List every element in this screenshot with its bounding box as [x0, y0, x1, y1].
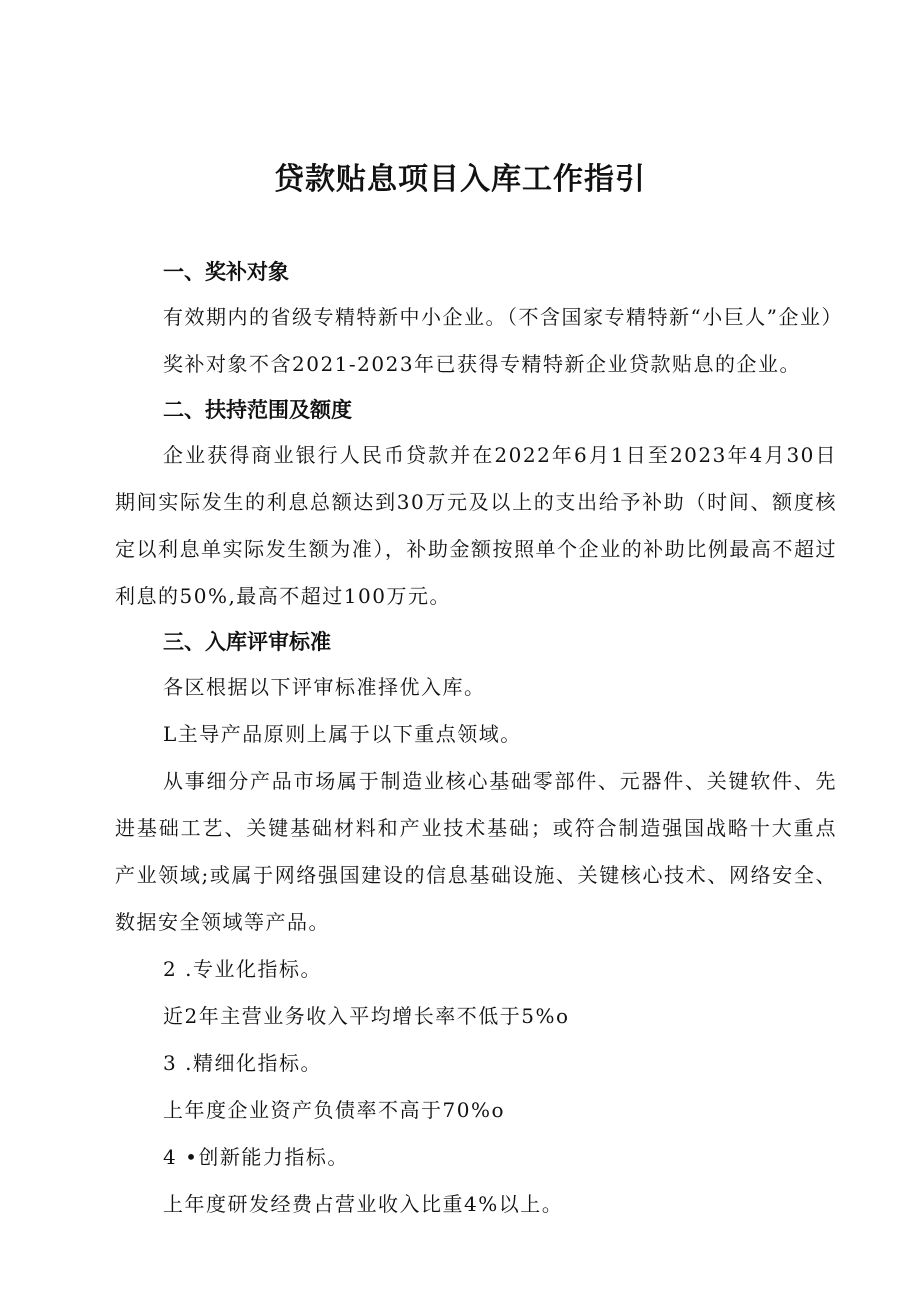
document-title: 贷款贴息项目入库工作指引	[274, 162, 646, 197]
paragraph: 有效期内的省级专精特新中小企业。（不含国家专精特新“小巨人”企业）	[163, 305, 843, 329]
document-body	[115, 250, 843, 1228]
paragraph: 企业获得商业银行人民币贷款并在2022年6月1日至2023年4月30日期间实际发生的利息总额达到30万元及以上的支出给予补助（时间、额度核定以利息单实际发生额为准），补助金额按照单个企业的补助比例最高不超过利息的50%,最高不超过100万元。	[115, 443, 837, 608]
paragraph: 3 .精细化指标。	[163, 1051, 322, 1075]
paragraph: L主导产品原则上属于以下重点领域。	[163, 722, 522, 746]
section-heading-2: 二、扶持范围及额度	[163, 398, 352, 422]
paragraph: 各区根据以下评审标准择优入库。	[163, 675, 486, 699]
paragraph: 奖补对象不含2021-2023年已获得专精特新企业贷款贴息的企业。	[163, 352, 802, 376]
paragraph: 上年度企业资产负债率不高于70%o	[163, 1098, 505, 1122]
section-heading-3: 三、入库评审标准	[163, 630, 331, 654]
paragraph: 从事细分产品市场属于制造业核心基础零部件、元器件、关键软件、先进基础工艺、关键基础材料和产业技术基础；或符合制造强国战略十大重点产业领域;或属于网络强国建设的信息基础设施、关键核心技术、网络安全、数据安全领域等产品。	[115, 769, 837, 934]
paragraph: 上年度研发经费占营业收入比重4%以上。	[163, 1192, 564, 1216]
paragraph: 2 .专业化指标。	[163, 957, 322, 981]
section-heading-1: 一、奖补对象	[163, 260, 289, 284]
paragraph: 4 •创新能力指标。	[163, 1145, 349, 1169]
paragraph: 近2年主营业务收入平均增长率不低于5%o	[163, 1004, 570, 1028]
